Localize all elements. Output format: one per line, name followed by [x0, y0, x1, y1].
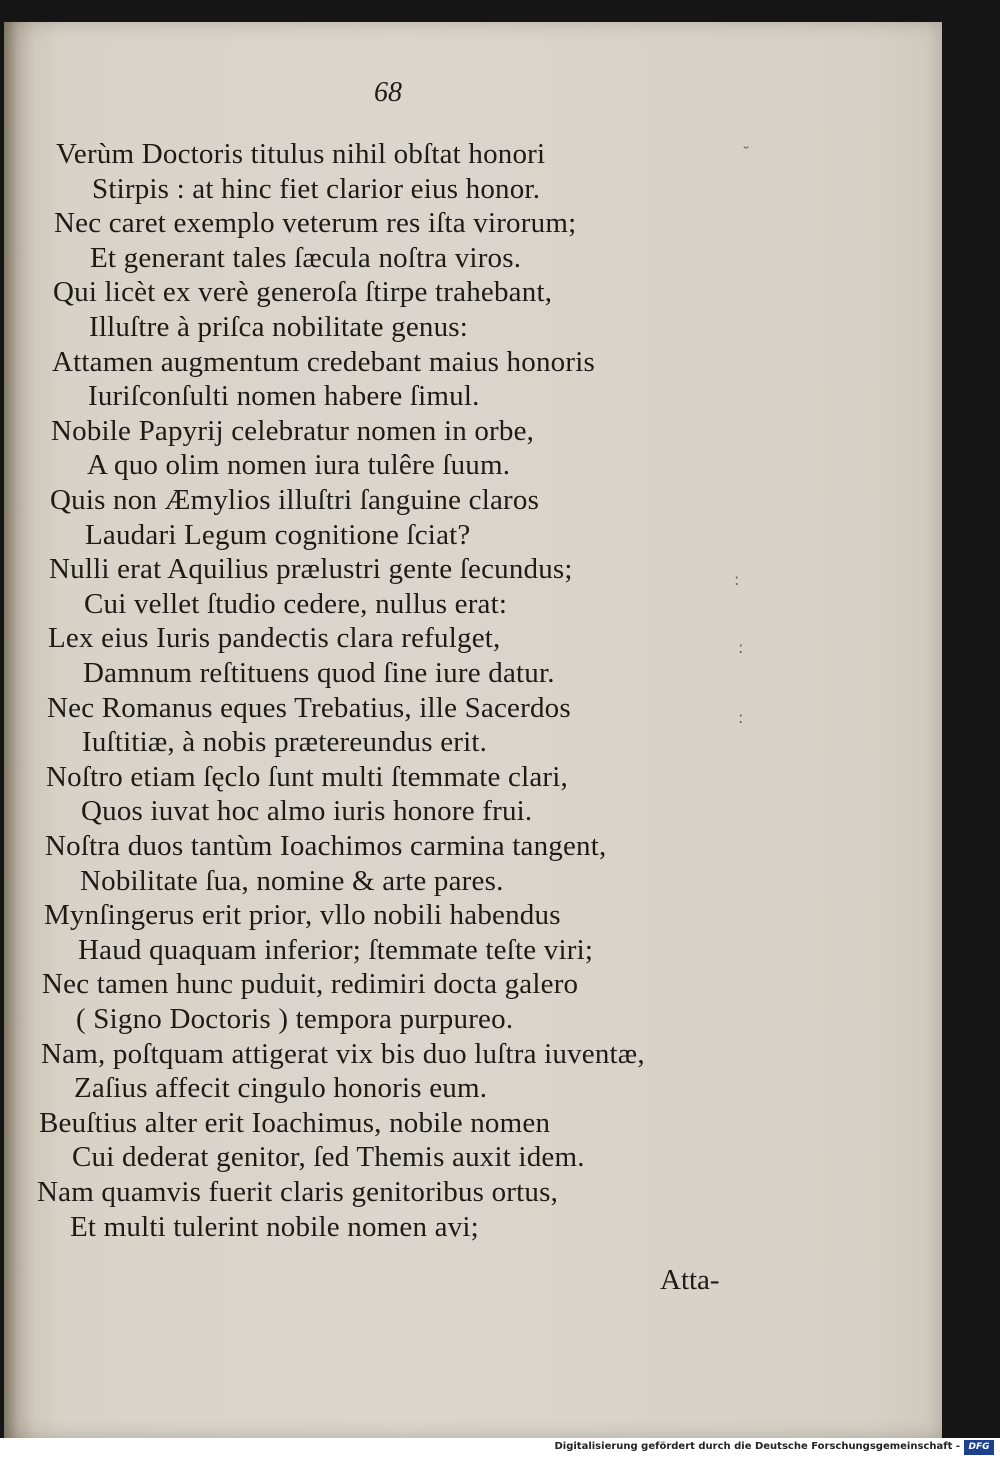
verse-line: Zaſius affecit cingulo honoris eum. — [74, 1072, 488, 1105]
dfg-logo-icon: DFG — [964, 1440, 994, 1455]
verse-line: Nec caret exemplo veterum res iſta virorum; — [54, 207, 577, 240]
verse-line: Lex eius Iuris pandectis clara refulget, — [48, 622, 501, 655]
footer-bar — [0, 1438, 1000, 1458]
funding-credit: Digitalisierung gefördert durch die Deutsche Forschungsgemeinschaft - — [554, 1441, 960, 1452]
verse-line: Noſtra duos tantùm Ioachimos carmina tangent, — [45, 830, 607, 862]
verse-line: Et generant tales ſæcula noſtra viros. — [90, 241, 522, 274]
verse-line: Nec tamen hunc puduit, redimiri docta galero — [42, 968, 579, 1001]
margin-mark: ˘ — [742, 144, 750, 163]
margin-mark: : — [738, 638, 744, 657]
verse-line: Mynſingerus erit prior, vllo nobili habendus — [44, 899, 561, 932]
verse-line: Qui licèt ex verè generoſa ſtirpe trahebant, — [53, 276, 553, 309]
catchword: Atta- — [660, 1264, 720, 1296]
verse-line: Quis non Æmylios illuſtri ſanguine claros — [50, 484, 540, 516]
margin-mark: : — [738, 708, 744, 727]
verse-line: Nam quamvis fuerit claris genitoribus ortus, — [37, 1176, 559, 1208]
poem-text — [4, 22, 942, 1438]
verse-line: Beuſtius alter erit Ioachimus, nobile nomen — [39, 1106, 551, 1139]
verse-line: Haud quaquam inferior; ſtemmate teſte viri; — [78, 933, 594, 966]
verse-line: Verùm Doctoris titulus nihil obſtat honori — [56, 138, 546, 170]
verse-line: Nobilitate ſua, nomine & arte pares. — [80, 864, 504, 897]
verse-line: Nec Romanus eques Trebatius, ille Sacerdos — [47, 691, 571, 724]
verse-line: Iuriſconſulti nomen habere ſimul. — [88, 380, 480, 413]
verse-line: Nulli erat Aquilius prælustri gente ſecundus; — [49, 553, 573, 586]
verse-line: ( Signo Doctoris ) tempora purpureo. — [76, 1003, 514, 1035]
verse-line: Cui vellet ſtudio cedere, nullus erat: — [84, 587, 508, 620]
margin-mark: : — [734, 570, 740, 589]
verse-line: Nobile Papyrij celebratur nomen in orbe, — [51, 414, 535, 447]
page-number: 68 — [374, 77, 402, 108]
verse-line: Quos iuvat hoc almo iuris honore frui. — [81, 795, 533, 828]
verse-line: Damnum reſtituens quod ſine iure datur. — [83, 657, 555, 689]
verse-line: Noſtro etiam ſęclo ſunt multi ſtemmate clari, — [46, 760, 568, 793]
verse-line: A quo olim nomen iura tulêre ſuum. — [87, 449, 511, 482]
book-page — [4, 22, 942, 1438]
verse-line: Cui dederat genitor, ſed Themis auxit idem. — [72, 1141, 585, 1174]
verse-line: Illuſtre à priſca nobilitate genus: — [89, 311, 469, 343]
verse-line: Stirpis : at hinc fiet clarior eius honor. — [92, 172, 541, 205]
verse-line: Laudari Legum cognitione ſciat? — [85, 518, 471, 551]
verse-line: Iuſtitiæ, à nobis prætereundus erit. — [82, 726, 488, 759]
verse-line: Et multi tulerint nobile nomen avi; — [70, 1210, 479, 1243]
verse-line: Attamen augmentum credebant maius honoris — [52, 345, 595, 378]
verse-line: Nam, poſtquam attigerat vix bis duo luſtra iuventæ, — [41, 1037, 645, 1070]
